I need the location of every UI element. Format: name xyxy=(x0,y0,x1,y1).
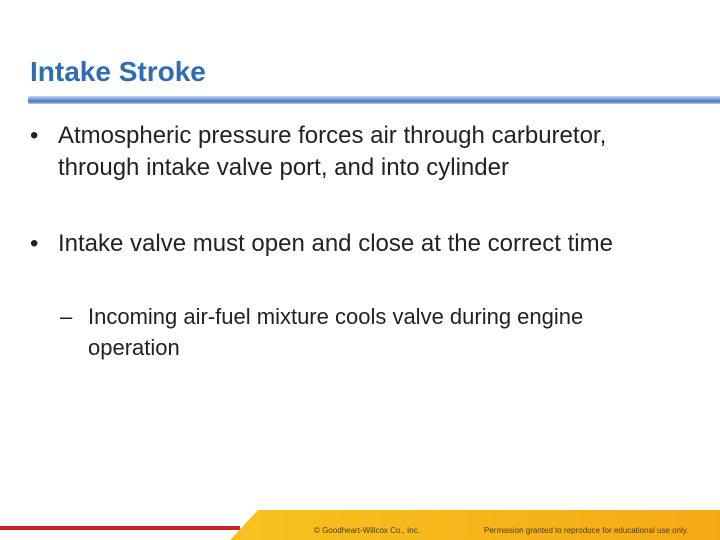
sub-bullet-text: Incoming air-fuel mixture cools valve during engine operation xyxy=(88,304,584,360)
bullet-item-1 xyxy=(30,120,670,185)
bullet-mark: • xyxy=(30,122,39,149)
bullet-text: Intake valve must open and close at the correct time xyxy=(58,230,613,257)
footer-red-rule xyxy=(0,526,240,530)
bullet-text: Atmospheric pressure forces air through carburetor, through intake valve port, and into cylinder xyxy=(58,122,607,182)
bullet-item-2 xyxy=(30,228,670,260)
footer-permission: Permission granted to reproduce for educational use only. xyxy=(484,526,689,535)
title-rule xyxy=(28,96,720,104)
sub-bullet-item-1 xyxy=(60,302,680,364)
footer-yellow-band xyxy=(230,510,720,540)
footer-copyright: © Goodheart-Willcox Co., Inc. xyxy=(314,526,420,535)
bullet-mark: • xyxy=(30,230,39,257)
slide-title: Intake Stroke xyxy=(30,56,206,87)
sub-bullet-mark: – xyxy=(60,304,73,329)
